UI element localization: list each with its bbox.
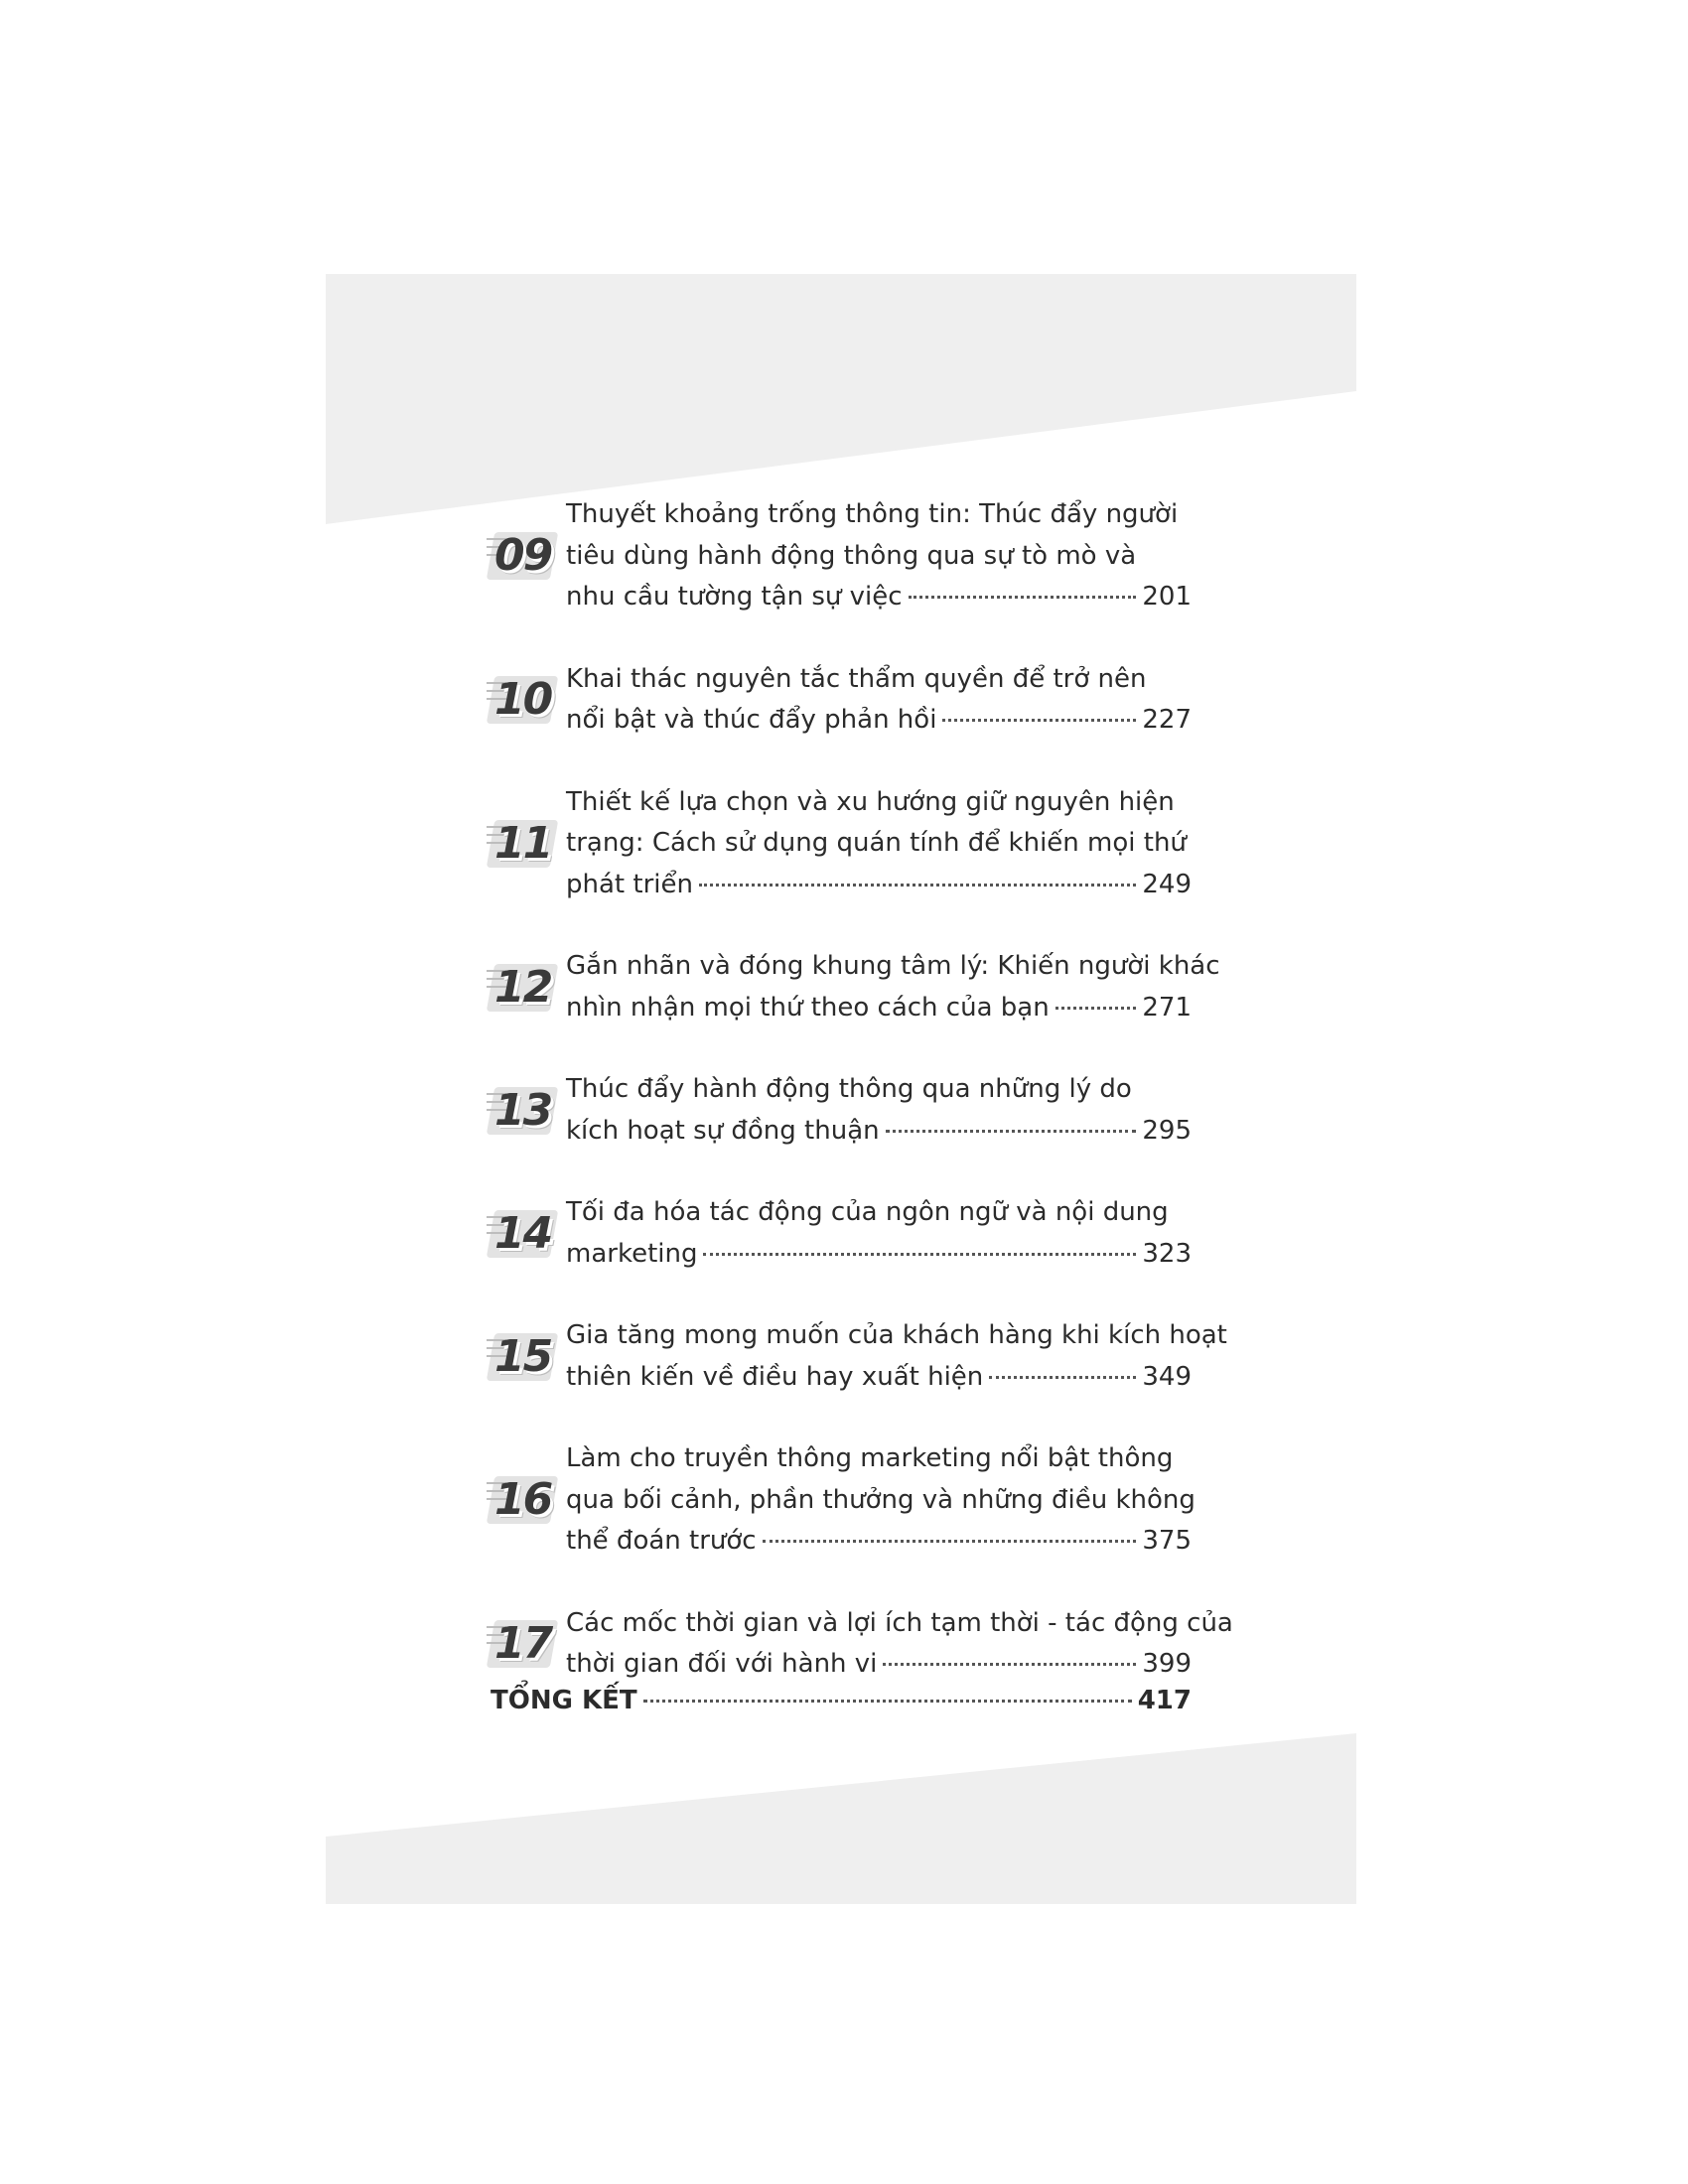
chapter-number-badge bbox=[485, 1069, 562, 1152]
toc-entry[interactable] bbox=[485, 1192, 1192, 1275]
entry-title-line: Gắn nhãn và đóng khung tâm lý: Khiến người khác bbox=[566, 951, 1220, 981]
table-of-contents bbox=[485, 494, 1233, 1726]
entry-title-line: thể đoán trước bbox=[566, 1526, 757, 1556]
chapter-number: 16 bbox=[494, 1474, 552, 1526]
entry-title-line: Thiết kế lựa chọn và xu hướng giữ nguyên hiện bbox=[566, 786, 1175, 817]
entry-title bbox=[566, 494, 1192, 618]
entry-title-line: nhìn nhận mọi thứ theo cách của bạn bbox=[566, 992, 1050, 1023]
entry-page-number: 323 bbox=[1142, 1238, 1192, 1269]
chapter-number-badge bbox=[485, 1603, 562, 1686]
bottom-slanted-panel bbox=[326, 1733, 1356, 1904]
entry-title-line: nhu cầu tường tận sự việc bbox=[566, 582, 903, 612]
entry-page-number: 271 bbox=[1142, 992, 1192, 1023]
chapter-number-badge bbox=[485, 1438, 562, 1563]
entry-title-line: Thuyết khoảng trống thông tin: Thúc đẩy người bbox=[566, 499, 1179, 529]
entry-title-last-line bbox=[566, 700, 1192, 742]
entry-title-line: tiêu dùng hành động thông qua sự tò mò và bbox=[566, 540, 1137, 571]
entry-title-line: nổi bật và thúc đẩy phản hồi bbox=[566, 705, 937, 735]
toc-summary-entry[interactable] bbox=[491, 1686, 1192, 1715]
entry-title bbox=[566, 1438, 1196, 1563]
chapter-number-badge bbox=[485, 659, 562, 742]
toc-entry[interactable] bbox=[485, 1603, 1233, 1686]
dot-leader bbox=[1055, 1007, 1137, 1010]
chapter-number: 11 bbox=[494, 817, 552, 869]
dot-leader bbox=[942, 719, 1136, 722]
entry-title bbox=[566, 1315, 1227, 1398]
toc-entry[interactable] bbox=[485, 946, 1220, 1028]
entry-title-last-line bbox=[566, 1357, 1192, 1399]
entry-title bbox=[566, 1069, 1192, 1152]
entry-title-line: kích hoạt sự đồng thuận bbox=[566, 1115, 880, 1146]
dot-leader bbox=[909, 596, 1137, 599]
entry-page-number: 227 bbox=[1142, 705, 1192, 735]
entry-title-line: thời gian đối với hành vi bbox=[566, 1649, 878, 1679]
toc-entry[interactable] bbox=[485, 659, 1192, 742]
entry-title-last-line bbox=[566, 988, 1192, 1029]
entry-title-line: Các mốc thời gian và lợi ích tạm thời - tác động của bbox=[566, 1607, 1233, 1638]
top-slanted-panel bbox=[326, 274, 1356, 524]
chapter-number: 13 bbox=[494, 1084, 552, 1136]
summary-label: TỔNG KẾT bbox=[491, 1686, 637, 1715]
entry-title-last-line bbox=[566, 577, 1192, 618]
toc-entry[interactable] bbox=[485, 782, 1192, 906]
chapter-number: 10 bbox=[494, 674, 552, 725]
entry-title-line: Khai thác nguyên tắc thẩm quyền để trở nên bbox=[566, 663, 1147, 694]
chapter-number: 09 bbox=[494, 530, 552, 582]
entry-page-number: 375 bbox=[1142, 1526, 1192, 1556]
entry-title-last-line bbox=[566, 1234, 1192, 1276]
entry-title-line: Làm cho truyền thông marketing nổi bật thông bbox=[566, 1443, 1174, 1473]
dot-leader bbox=[643, 1700, 1132, 1703]
entry-title-line: marketing bbox=[566, 1238, 698, 1269]
toc-entry[interactable] bbox=[485, 1315, 1227, 1398]
chapter-number: 12 bbox=[494, 961, 552, 1013]
toc-entry[interactable] bbox=[485, 1438, 1196, 1563]
entry-title-line: qua bối cảnh, phần thưởng và những điều không bbox=[566, 1484, 1196, 1515]
chapter-number: 17 bbox=[494, 1618, 552, 1669]
toc-entry[interactable] bbox=[485, 1069, 1192, 1152]
entry-title-line: Thúc đẩy hành động thông qua những lý do bbox=[566, 1074, 1132, 1104]
entry-title bbox=[566, 946, 1220, 1028]
chapter-number: 15 bbox=[494, 1330, 552, 1382]
entry-page-number: 201 bbox=[1142, 582, 1192, 612]
chapter-number-badge bbox=[485, 946, 562, 1028]
dot-leader bbox=[989, 1376, 1136, 1379]
dot-leader bbox=[886, 1130, 1137, 1133]
entry-page-number: 295 bbox=[1142, 1115, 1192, 1146]
entry-title-line: phát triển bbox=[566, 869, 693, 899]
entry-page-number: 399 bbox=[1142, 1649, 1192, 1679]
entry-page-number: 249 bbox=[1142, 869, 1192, 899]
dot-leader bbox=[699, 884, 1136, 887]
entry-title-last-line bbox=[566, 865, 1192, 906]
entry-title-last-line bbox=[566, 1111, 1192, 1153]
entry-title bbox=[566, 659, 1192, 742]
entry-title bbox=[566, 1192, 1192, 1275]
entry-title-line: Gia tăng mong muốn của khách hàng khi kích hoạt bbox=[566, 1320, 1227, 1350]
entry-title-line: thiên kiến về điều hay xuất hiện bbox=[566, 1361, 984, 1392]
dot-leader bbox=[703, 1253, 1136, 1256]
entry-page-number: 349 bbox=[1142, 1361, 1192, 1392]
entry-title-last-line bbox=[566, 1521, 1192, 1563]
chapter-number: 14 bbox=[494, 1207, 552, 1259]
entry-title-last-line bbox=[566, 1644, 1192, 1686]
toc-entry[interactable] bbox=[485, 494, 1192, 618]
chapter-number-badge bbox=[485, 494, 562, 618]
summary-page-number: 417 bbox=[1137, 1686, 1192, 1715]
entry-title-line: trạng: Cách sử dụng quán tính để khiến mọi thứ bbox=[566, 828, 1187, 858]
chapter-number-badge bbox=[485, 1315, 562, 1398]
chapter-number-badge bbox=[485, 782, 562, 906]
chapter-number-badge bbox=[485, 1192, 562, 1275]
entry-title-line: Tối đa hóa tác động của ngôn ngữ và nội dung bbox=[566, 1197, 1169, 1227]
dot-leader bbox=[763, 1540, 1137, 1543]
entry-title bbox=[566, 782, 1192, 906]
dot-leader bbox=[883, 1663, 1136, 1666]
entry-title bbox=[566, 1603, 1233, 1686]
